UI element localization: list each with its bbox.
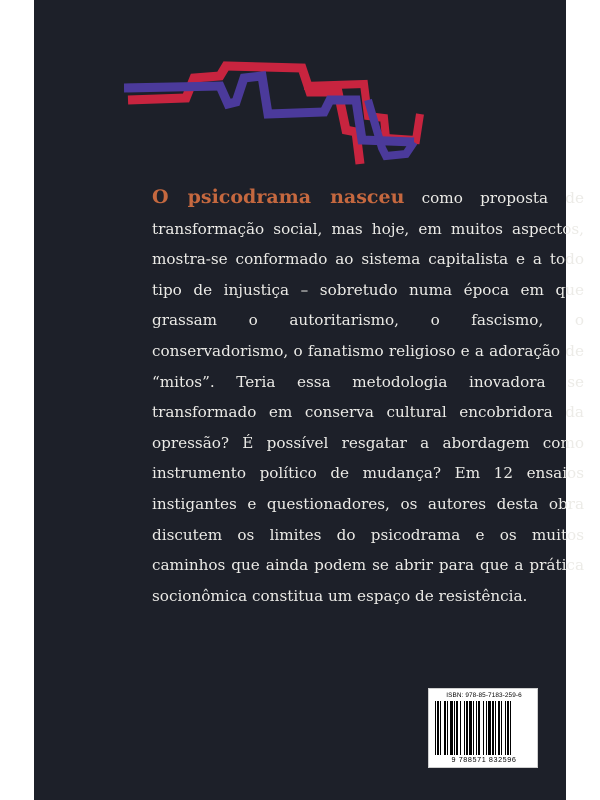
barcode-bar	[507, 701, 509, 755]
barcode-bar	[492, 701, 494, 755]
description-body: como proposta de transformação social, mas hoje, em muitos aspectos, mostra-se conformado ao sistema capitalista e a todo tipo de injustiça – sobretudo numa época em que grassam o autoritarismo, o fascismo, o conservadorismo, o fanatismo religioso e a adoração de “mitos”. Teria essa metodologia inovadora se transformado em conserva cultural encobridora da opressão? É possível resgatar a abordagem como instrumento político de mudança? Em 12 ensaios instigantes e questionadores, os autores desta obra discutem os limites do psicodrama e os muitos caminhos que ainda podem se abrir para que a prática socionômica constitua um espaço de resistência.	[152, 189, 584, 605]
barcode-bar	[498, 701, 500, 755]
barcode-bar	[447, 701, 448, 755]
barcode-bar	[486, 701, 487, 755]
barcode-bar	[454, 701, 455, 755]
tangled-lines-logo-icon	[124, 56, 424, 166]
barcode-bar	[435, 701, 436, 755]
barcode-bar	[505, 701, 506, 755]
barcode-bar	[450, 701, 453, 755]
barcode-digits: 9 788571 832596	[451, 755, 517, 764]
description-lead: O psicodrama nasceu	[152, 186, 405, 208]
barcode-bar	[501, 701, 502, 755]
barcode-bar	[444, 701, 446, 755]
barcode-bar	[437, 701, 439, 755]
purple-line-hook	[368, 100, 414, 156]
barcode-bar	[483, 701, 484, 755]
barcode-bar	[464, 701, 465, 755]
barcode-icon	[435, 701, 533, 755]
barcode-bar	[495, 701, 496, 755]
barcode-bar	[478, 701, 480, 755]
barcode-bar	[510, 701, 511, 755]
barcode-label	[428, 688, 538, 768]
barcode-bar	[473, 701, 474, 755]
barcode-bar	[460, 701, 461, 755]
barcode-bar	[476, 701, 477, 755]
isbn-number: ISBN: 978-85-7183-259-6	[446, 692, 522, 699]
barcode-bar	[440, 701, 441, 755]
barcode-bar	[456, 701, 458, 755]
barcode-bar	[469, 701, 472, 755]
barcode-bar	[488, 701, 491, 755]
barcode-bar	[466, 701, 468, 755]
book-description	[152, 182, 584, 611]
book-back-cover	[34, 0, 584, 800]
